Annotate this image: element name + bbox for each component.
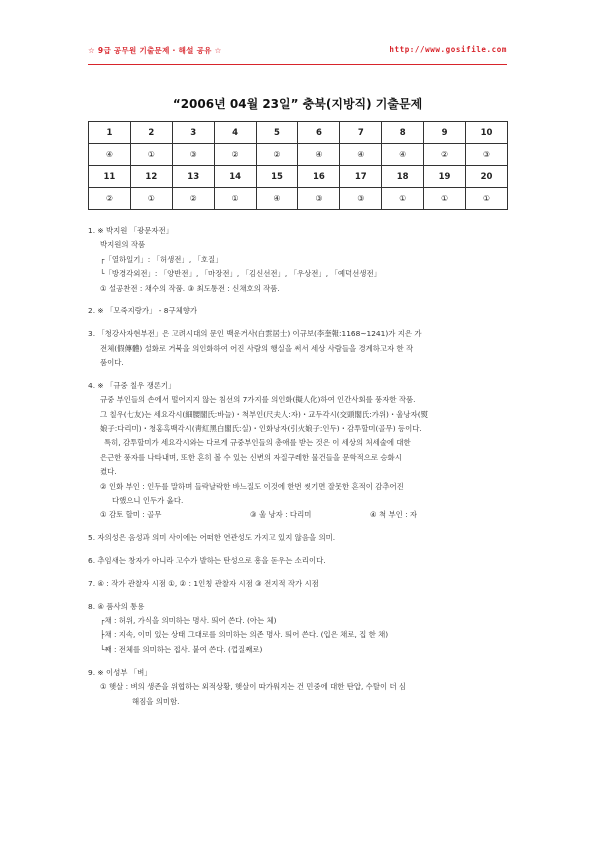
answer-cell: ④ xyxy=(256,188,298,210)
question-number-cell: 6 xyxy=(298,122,340,144)
explanation-heading: 8. ④ 품사의 통용 xyxy=(88,601,145,611)
explanation-q5 xyxy=(88,531,512,545)
question-number-cell: 16 xyxy=(298,166,340,188)
answer-cell: ② xyxy=(256,144,298,166)
question-number-cell: 1 xyxy=(89,122,131,144)
answer-cell: ① xyxy=(130,144,172,166)
answer-cell: ③ xyxy=(466,144,508,166)
question-number-cell: 11 xyxy=(89,166,131,188)
question-number-cell: 13 xyxy=(172,166,214,188)
answer-cell: ① xyxy=(130,188,172,210)
option-text: ① 감토 할미 : 골무 xyxy=(100,510,162,520)
question-number-cell: 17 xyxy=(340,166,382,188)
question-number-cell: 2 xyxy=(130,122,172,144)
explanation-heading: 4. ※ 「규중 칠우 쟁론기」 xyxy=(88,380,176,390)
question-number-cell: 10 xyxy=(466,122,508,144)
explanation-line: ① 햇살 : 벼의 생존을 위협하는 외적상황, 햇살이 따가워지는 건 민중에 대한 탄압, 수탈이 더 심 xyxy=(100,682,407,692)
explanation-q2 xyxy=(88,304,512,318)
question-number-cell: 4 xyxy=(214,122,256,144)
explanation-line: ② 인화 부인 : 인두를 말하며 들락날락한 바느질도 이것에 한번 씻기면 잘못한 흔적이 감추어진 xyxy=(100,481,404,491)
explanation-heading: 9. ※ 이성부 「벼」 xyxy=(88,667,152,677)
answer-cell: ④ xyxy=(89,144,131,166)
explanation-heading: 6. 추임새는 창자가 아니라 고수가 발하는 탄성으로 흥을 돋우는 소리이다. xyxy=(88,556,326,566)
page-title: “2006년 04월 23일” 충북(지방직) 기출문제 xyxy=(172,97,423,111)
header-site-url[interactable]: http://www.gosifile.com xyxy=(389,45,507,54)
explanation-line: └「방경각외전」: 「양반전」, 「마장전」, 「김신선전」, 「우상전」, 「예덕선생전」 xyxy=(100,269,381,279)
explanation-line: 娘子:다리미)・청홍흑백각시(靑紅黑白閣氏:실)・인화낭자(引火娘子:인두)・감투할미(골무) 등이다. xyxy=(100,424,422,434)
explanation-heading: 2. ※ 「모죽지랑가」 - 8구체향가 xyxy=(88,306,198,316)
explanation-heading: 7. ④ : 작가 관찰자 시점 ①, ② : 1인칭 관찰자 시점 ③ 전지적 작가 시점 xyxy=(88,578,319,588)
answer-cell: ① xyxy=(466,188,508,210)
question-number-cell: 7 xyxy=(340,122,382,144)
header-site-slogan: ☆ 9급 공무원 기출문제 · 해설 공유 ☆ xyxy=(88,46,222,55)
explanation-heading: 1. ※ 박지원 「광문자전」 xyxy=(88,226,174,235)
explanation-q1 xyxy=(88,224,512,296)
question-number-cell: 5 xyxy=(256,122,298,144)
answer-cell: ② xyxy=(214,144,256,166)
explanation-line: 박지원의 작품 xyxy=(100,240,146,250)
explanation-line: 켰다. xyxy=(100,467,117,477)
explanation-line: 은근한 풍자를 나타내며, 또한 흔히 볼 수 있는 신변의 자질구레한 물건들을 문학적으로 승화시 xyxy=(100,452,402,462)
answer-table xyxy=(88,121,508,210)
explanation-q4 xyxy=(88,379,512,523)
question-number-cell: 12 xyxy=(130,166,172,188)
answer-cell: ④ xyxy=(340,144,382,166)
question-number-cell: 20 xyxy=(466,166,508,188)
explanation-line: └째 : 전체를 의미하는 접사. 붙여 쓴다. (껍질째로) xyxy=(100,644,263,654)
option-text: ④ 척 부인 : 자 xyxy=(370,510,418,520)
explanation-line: 다했으니 인두가 옳다. xyxy=(112,496,184,506)
question-number-cell: 14 xyxy=(214,166,256,188)
answer-cell: ③ xyxy=(298,188,340,210)
explanation-line: 그 칠우(七友)는 세요각시(細腰閣氏:바늘)・척부인(尺夫人:자)・교두각시(交頭閣氏:가위)・울낭자(熨 xyxy=(100,409,428,419)
explanation-line: ┌채 : 허위, 가식을 의미하는 명사. 띄어 쓴다. (아는 체) xyxy=(100,616,277,626)
explanation-line: ┌「열하일기」: 「허생전」, 「호질」 xyxy=(100,254,223,264)
answer-cell: ① xyxy=(214,188,256,210)
answer-cell: ④ xyxy=(298,144,340,166)
explanation-q6 xyxy=(88,554,512,568)
option-text: ③ 울 낭자 : 다리미 xyxy=(250,510,312,520)
answer-cell: ① xyxy=(382,188,424,210)
explanation-heading: 5. 자의성은 음성과 의미 사이에는 어떠한 연관성도 가지고 있지 않음을 의미. xyxy=(88,533,336,543)
question-number-cell: 8 xyxy=(382,122,424,144)
answer-cell: ② xyxy=(424,144,466,166)
page-header xyxy=(88,45,507,57)
explanation-line: 특히, 감투할미가 세요각시와는 다르게 규중부인들의 총애를 받는 것은 이 세상의 처세술에 대한 xyxy=(104,438,411,448)
explanation-line: 전체(假傳體) 설화로 거북을 의인화하여 어진 사람의 행실을 써서 세상 사람들을 경계하고자 한 작 xyxy=(100,343,414,353)
answer-cell: ③ xyxy=(172,144,214,166)
answer-cell: ① xyxy=(424,188,466,210)
explanation-q9 xyxy=(88,666,512,709)
explanation-q8 xyxy=(88,600,512,658)
question-number-cell: 9 xyxy=(424,122,466,144)
answer-cell: ② xyxy=(89,188,131,210)
explanation-line xyxy=(88,508,512,522)
explanations-body xyxy=(88,224,512,717)
answer-cell: ② xyxy=(172,188,214,210)
explanation-line: ① 설공찬전 : 채수의 작품. ③ 최도통전 : 신채호의 작품. xyxy=(100,283,280,293)
question-number-cell: 19 xyxy=(424,166,466,188)
explanation-line: ├채 : 지속, 이미 있는 상태 그대로를 의미하는 의존 명사. 띄어 쓴다. (입은 채로, 집 한 채) xyxy=(100,630,389,640)
explanation-q3 xyxy=(88,327,512,370)
answer-table-answer-row xyxy=(89,144,508,166)
explanation-q7 xyxy=(88,577,512,591)
question-number-cell: 15 xyxy=(256,166,298,188)
explanation-line: 품이다. xyxy=(100,358,124,368)
explanation-heading: 3. 「청강사자현부전」은 고려시대의 문인 백운거사(白雲居士) 이규보(李奎報:1168~1241)가 지은 가 xyxy=(88,329,422,339)
header-divider xyxy=(88,64,507,65)
explanation-line: 규중 부인들의 손에서 떨어지지 않는 침선의 7가지를 의인화(擬人化)하여 인간사회를 풍자한 작품. xyxy=(100,395,416,405)
explanation-line: 해짐을 의미함. xyxy=(132,696,180,706)
answer-table-answer-row xyxy=(89,188,508,210)
answer-table-number-row xyxy=(89,166,508,188)
question-number-cell: 3 xyxy=(172,122,214,144)
answer-cell: ④ xyxy=(382,144,424,166)
answer-table-number-row xyxy=(89,122,508,144)
answer-cell: ③ xyxy=(340,188,382,210)
question-number-cell: 18 xyxy=(382,166,424,188)
